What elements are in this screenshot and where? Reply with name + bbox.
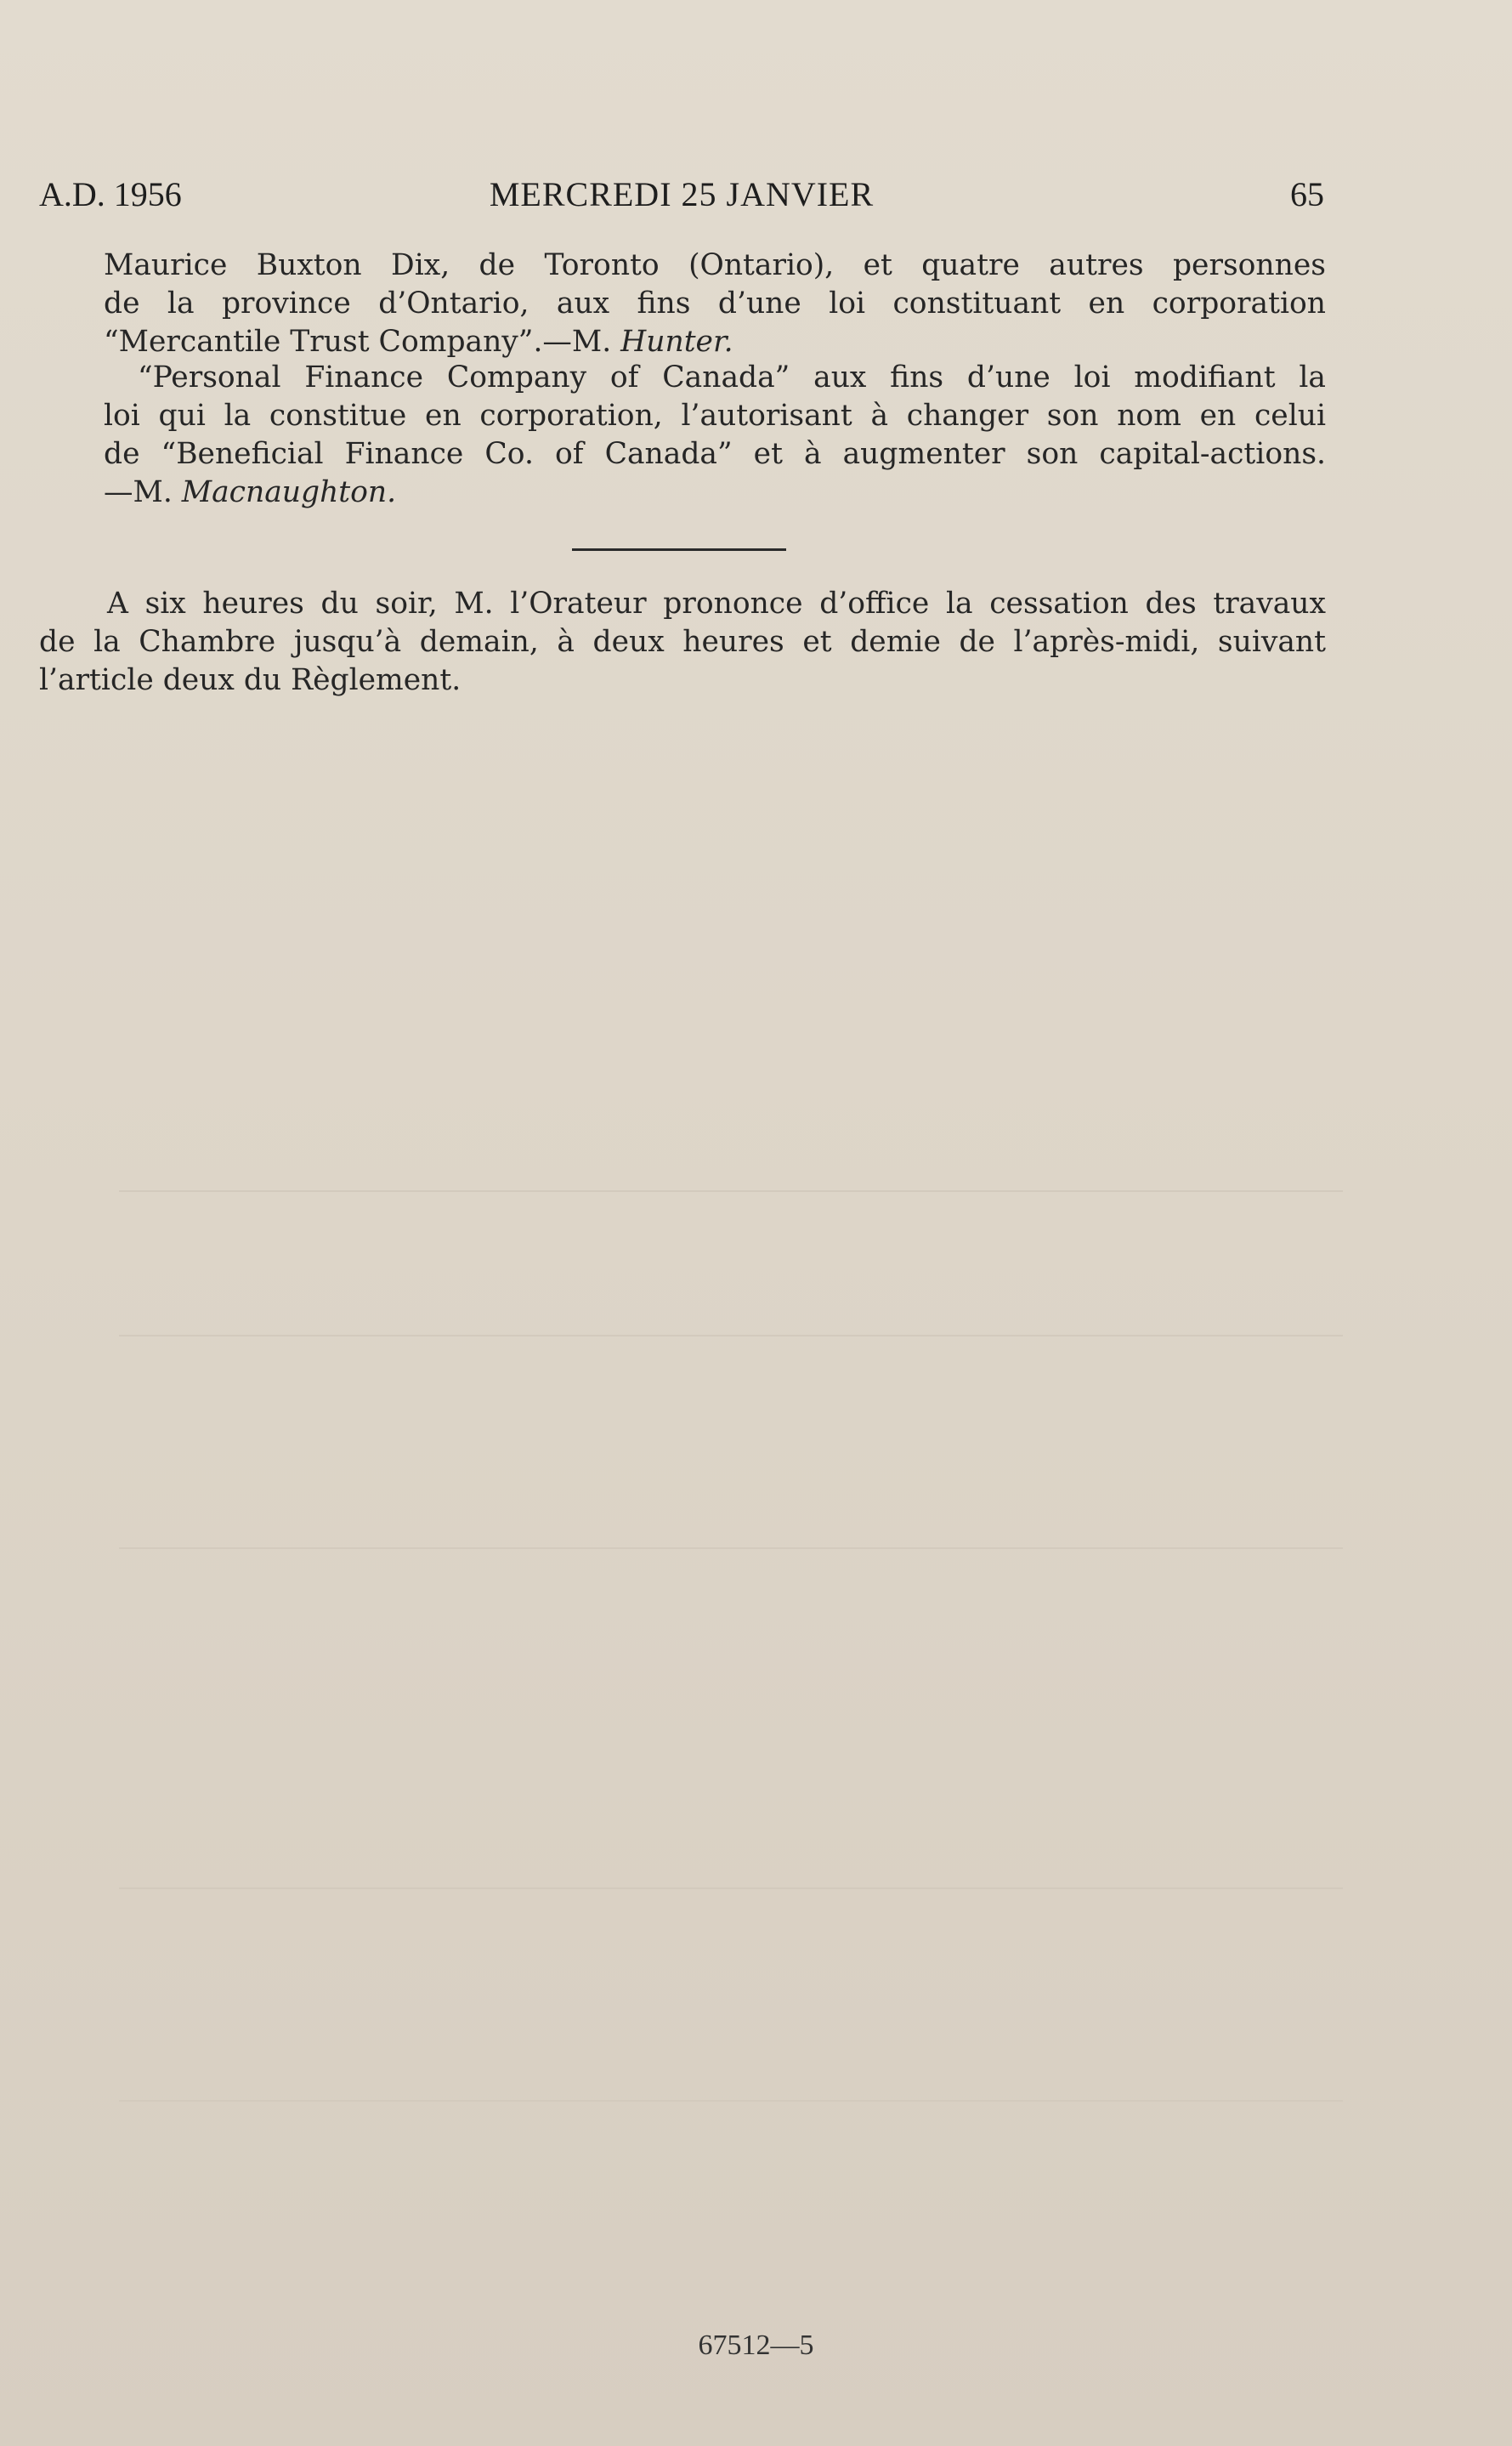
header-date-title: MERCREDI 25 JANVIER <box>489 175 875 213</box>
text-line <box>104 474 1326 512</box>
text-line: loi qui la constitue en corporation, l’autorisant à changer son nom en celui <box>104 399 1326 433</box>
text-line-start: —M. <box>104 475 182 509</box>
paragraph-personal-finance <box>104 359 1326 512</box>
page-footer-code: 67512—5 <box>698 2330 814 2361</box>
text-line: Maurice Buxton Dix, de Toronto (Ontario), et quatre autres personnes <box>104 248 1326 282</box>
member-name: Macnaughton. <box>181 475 397 509</box>
text-line: de la province d’Ontario, aux fins d’une loi constituant en corporation <box>104 287 1326 321</box>
text-line: de la Chambre jusqu’à demain, à deux heures et demie de l’après-midi, suivant <box>39 625 1326 659</box>
text-line: l’article deux du Règlement. <box>39 663 462 697</box>
show-through-line <box>119 1547 1343 1549</box>
paragraph-mercantile-trust <box>104 247 1326 361</box>
header-year: A.D. 1956 <box>39 175 182 213</box>
show-through-line <box>119 1887 1343 1889</box>
text-line: de “Beneficial Finance Co. of Canada” et à augmenter son capital-actions. <box>104 437 1326 471</box>
text-line: A six heures du soir, M. l’Orateur prononce d’office la cessation des travaux <box>107 587 1326 621</box>
show-through-line <box>119 1190 1343 1192</box>
section-divider <box>572 548 786 551</box>
show-through-line <box>119 2100 1343 2102</box>
page-header <box>39 174 1324 218</box>
page-number: 65 <box>1290 175 1324 213</box>
member-name: Hunter. <box>620 325 733 359</box>
show-through-line <box>119 1335 1343 1337</box>
paragraph-adjournment <box>39 585 1326 700</box>
text-line-start: “Mercantile Trust Company”.—M. <box>104 325 621 359</box>
show-through-decoration <box>0 510 1512 593</box>
text-line: “Personal Finance Company of Canada” aux fins d’une loi modifiant la <box>138 360 1326 394</box>
text-line <box>104 323 1326 361</box>
